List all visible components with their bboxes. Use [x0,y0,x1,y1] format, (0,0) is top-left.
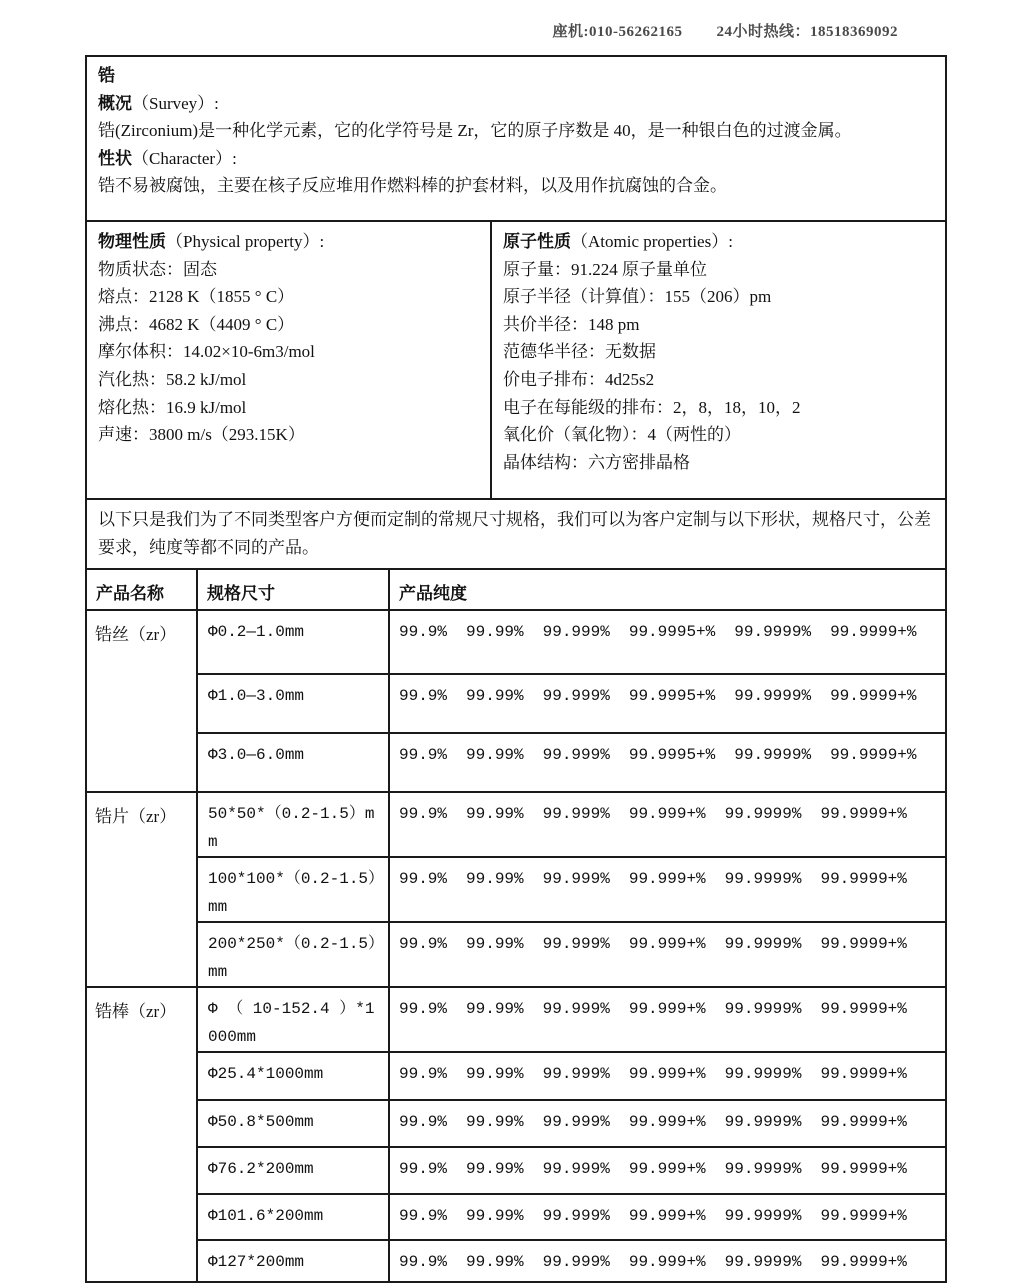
purity-value: 99.9999% [734,687,812,705]
table-row [198,988,945,1051]
purity-value: 99.99% [466,935,524,953]
product-name: 锆丝（zr） [87,611,198,791]
product-name: 锆片（zr） [87,793,198,986]
purity-value: 99.999% [542,1000,610,1018]
table-row [198,856,945,921]
spec-cell: Φ （ 10-152.4 ）*1000mm [198,988,390,1051]
purity-value: 99.99% [466,1000,524,1018]
purity-value: 99.99% [466,805,524,823]
atomic-line: 晶体结构：六方密排晶格 [503,452,690,472]
survey-text: 锆(Zirconium)是一种化学元素，它的化学符号是 Zr，它的原子序数是 40，是一种银白色的过渡金属。 [98,121,852,140]
purity-value: 99.9% [399,623,448,641]
product-group-rod [87,986,945,1281]
table-row [198,1239,945,1281]
purity-value: 99.999% [542,1065,610,1083]
purity-value: 99.9999+% [820,1113,907,1131]
purity-cell [390,858,945,921]
table-row [198,732,945,791]
group-rows [198,611,945,791]
character-suffix: （Character）: [132,148,237,168]
product-table [85,568,947,1283]
purity-value: 99.99% [466,870,524,888]
purity-value: 99.9995+% [628,623,716,641]
element-title: 锆 [98,66,115,85]
table-row [198,1051,945,1099]
group-rows [198,988,945,1281]
purity-value: 99.9999% [724,805,802,823]
purity-value: 99.999% [542,935,610,953]
purity-value: 99.99% [466,623,524,641]
purity-value: 99.99% [466,1113,524,1131]
atomic-line: 价电子排布：4d25s2 [503,369,655,389]
purity-value: 99.9995+% [628,746,716,764]
purity-value: 99.99% [466,746,524,764]
purity-cell [390,1101,945,1146]
atomic-line: 共价半径：148 pm [503,314,640,334]
product-group-wire [87,611,945,791]
purity-value: 99.9999% [724,1065,802,1083]
survey-heading [98,90,934,118]
spec-cell: Φ3.0—6.0mm [198,734,390,791]
purity-value: 99.999+% [628,1113,706,1131]
purity-value: 99.9999% [734,623,812,641]
purity-value: 99.9999+% [830,746,917,764]
purity-value: 99.999% [542,1160,610,1178]
purity-value: 99.999+% [628,870,706,888]
purity-value: 99.9999+% [820,1207,907,1225]
purity-value: 99.99% [466,1160,524,1178]
purity-cell [390,1241,945,1281]
note-text: 以下只是我们为了不同类型客户方便而定制的常规尺寸规格，我们可以为客户定制与以下形状，规格尺寸，公差要求，纯度等都不同的产品。 [98,510,931,557]
purity-value: 99.9999% [724,870,802,888]
spec-cell: Φ1.0—3.0mm [198,675,390,732]
product-name: 锆棒（zr） [87,988,198,1281]
physical-line: 摩尔体积：14.02×10-6m3/mol [98,342,315,362]
purity-value: 99.9995+% [628,687,716,705]
atomic-title [503,228,934,256]
document [85,55,947,1283]
physical-title-label: 物理性质 [98,232,166,251]
purity-value: 99.9999% [724,1000,802,1018]
character-heading [98,145,934,173]
purity-value: 99.9999+% [820,1000,907,1018]
purity-value: 99.999+% [628,1065,706,1083]
header-spec: 规格尺寸 [198,570,390,609]
purity-cell [390,1053,945,1099]
physical-line: 熔化热：16.9 kJ/mol [98,397,247,417]
physical-properties-cell [87,222,492,498]
properties-section [85,220,947,500]
spec-cell: Φ0.2—1.0mm [198,611,390,673]
purity-value: 99.9% [399,1000,448,1018]
purity-value: 99.99% [466,1207,524,1225]
purity-value: 99.9% [399,687,448,705]
purity-value: 99.9999+% [830,623,917,641]
purity-value: 99.9999+% [820,805,907,823]
purity-value: 99.9% [399,935,448,953]
spec-cell: 50*50*（0.2-1.5）mm [198,793,390,856]
spec-cell: Φ127*200mm [198,1241,390,1281]
table-row [198,921,945,986]
table-row [198,611,945,673]
spec-cell: 100*100*（0.2-1.5）mm [198,858,390,921]
purity-cell [390,1148,945,1193]
product-table-header [87,570,945,611]
physical-line: 物质状态：固态 [98,259,217,279]
purity-value: 99.999% [542,1253,610,1271]
purity-value: 99.999+% [628,805,706,823]
table-row [198,1099,945,1146]
purity-cell [390,1195,945,1239]
purity-cell [390,675,945,732]
purity-value: 99.9999+% [820,1253,907,1271]
header-purity: 产品纯度 [399,584,467,603]
purity-value: 99.999% [542,1113,610,1131]
note-section [85,498,947,570]
purity-value: 99.9999+% [820,1160,907,1178]
purity-value: 99.9% [399,1160,448,1178]
table-row [198,1146,945,1193]
purity-value: 99.9999% [734,746,812,764]
purity-value: 99.9% [399,1253,448,1271]
purity-cell [390,611,945,673]
purity-value: 99.999% [542,805,610,823]
atomic-line: 范德华半径：无数据 [503,342,656,362]
purity-value: 99.9% [399,805,448,823]
atomic-properties-cell [492,222,945,498]
physical-line: 熔点：2128 K（1855 ° C） [98,287,295,307]
character-text: 锆不易被腐蚀，主要在核子反应堆用作燃料棒的护套材料，以及用作抗腐蚀的合金。 [98,176,727,195]
purity-cell [390,923,945,986]
spec-cell: Φ76.2*200mm [198,1148,390,1193]
purity-value: 99.9999% [724,935,802,953]
purity-value: 99.9% [399,1207,448,1225]
purity-value: 99.999+% [628,1253,706,1271]
atomic-line: 原子量：91.224 原子量单位 [503,259,707,279]
purity-value: 99.999+% [628,1207,706,1225]
atomic-title-suffix: （Atomic properties）: [571,232,733,251]
purity-value: 99.99% [466,1253,524,1271]
spec-cell: Φ50.8*500mm [198,1101,390,1146]
contact-phone: 座机:010-56262165 [552,24,683,40]
table-row [198,1193,945,1239]
purity-cell [390,988,945,1051]
spec-cell: 200*250*（0.2-1.5）mm [198,923,390,986]
physical-title [98,228,479,256]
purity-value: 99.999% [542,870,610,888]
physical-line: 声速：3800 m/s（293.15K） [98,425,305,445]
purity-value: 99.9999% [724,1113,802,1131]
purity-value: 99.9% [399,1065,448,1083]
spec-cell: Φ101.6*200mm [198,1195,390,1239]
purity-value: 99.999+% [628,935,706,953]
purity-value: 99.9999+% [830,687,917,705]
purity-value: 99.999% [542,687,610,705]
purity-value: 99.999% [542,746,610,764]
purity-value: 99.9999+% [820,870,907,888]
survey-label: 概况 [98,93,132,113]
spec-cell: Φ25.4*1000mm [198,1053,390,1099]
purity-value: 99.9% [399,746,448,764]
purity-cell [390,793,945,856]
atomic-line: 氧化价（氧化物）：4（两性的） [503,425,741,445]
table-row [198,793,945,856]
atomic-title-label: 原子性质 [503,232,571,251]
purity-value: 99.9% [399,870,448,888]
physical-line: 汽化热：58.2 kJ/mol [98,369,247,389]
survey-suffix: （Survey）: [132,93,219,113]
character-label: 性状 [98,148,132,168]
table-row [198,673,945,732]
purity-value: 99.999+% [628,1000,706,1018]
purity-value: 99.9999% [724,1253,802,1271]
purity-value: 99.999% [542,623,610,641]
purity-value: 99.99% [466,687,524,705]
purity-value: 99.999+% [628,1160,706,1178]
header-product-name: 产品名称 [87,570,198,609]
purity-value: 99.99% [466,1065,524,1083]
purity-value: 99.999% [542,1207,610,1225]
product-group-sheet [87,791,945,986]
purity-value: 99.9999+% [820,935,907,953]
purity-value: 99.9999+% [820,1065,907,1083]
contact-header [0,20,898,41]
group-rows [198,793,945,986]
atomic-line: 原子半径（计算值）：155（206）pm [503,287,772,307]
contact-hotline: 24小时热线：18518369092 [716,24,898,40]
purity-value: 99.9999% [724,1207,802,1225]
purity-cell [390,734,945,791]
purity-value: 99.9% [399,1113,448,1131]
atomic-line: 电子在每能级的排布：2，8，18，10，2 [503,397,801,417]
purity-value: 99.9999% [724,1160,802,1178]
physical-title-suffix: （Physical property）: [166,232,325,251]
intro-section [85,55,947,222]
physical-line: 沸点：4682 K（4409 ° C） [98,314,295,334]
